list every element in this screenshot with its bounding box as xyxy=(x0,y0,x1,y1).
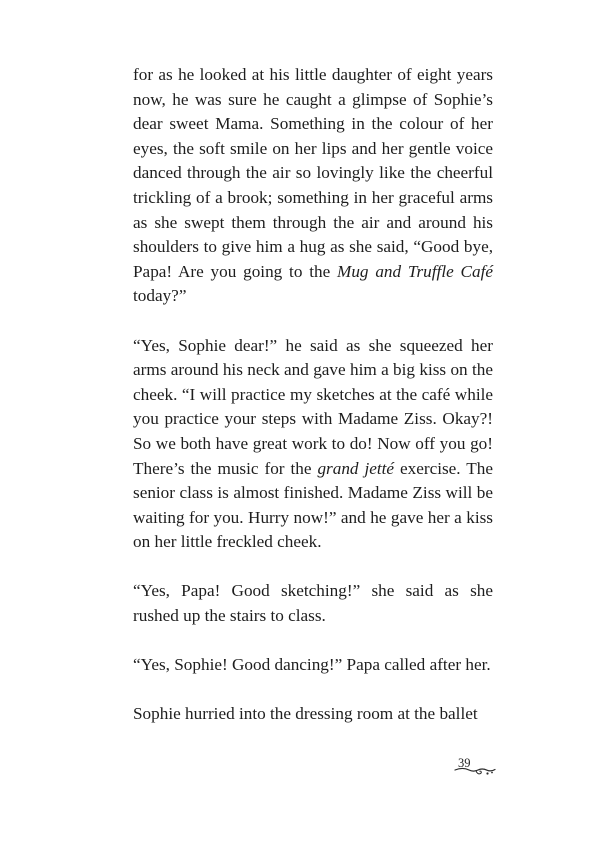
text-run: today?” xyxy=(133,286,187,306)
text-run: “Yes, Papa! Good sketching!” she said as she rushed up the stairs to class. xyxy=(133,581,493,626)
italic-title: Mug and Truffle Café xyxy=(337,261,493,281)
paragraph xyxy=(133,63,493,309)
paragraph xyxy=(133,334,493,555)
text-run: exercise. The senior class is almost finished. Madame Ziss will be waiting for you. Hurry now!” and he gave her a kiss on her little freckled cheek. xyxy=(133,458,493,552)
page-number: 39 xyxy=(458,756,471,770)
text-run: for as he looked at his little daughter of eight years now, he was sure he caught a glimpse of Sophie’s dear sweet Mama. Something in the colour of her eyes, the soft smile on her lips and her gentle voice danced through the air so lovingly like the cheerful trickling of a brook; something in her graceful arms as she swept them through the air and around his shoulders to give him a hug as she said, “Good bye, Papa! Are you going to the xyxy=(133,65,493,281)
paragraph xyxy=(133,653,493,678)
italic-term: grand jetté xyxy=(317,458,395,478)
text-run: “Yes, Sophie! Good dancing!” Papa called after her. xyxy=(133,655,491,675)
text-run: Sophie hurried into the dressing room at the ballet xyxy=(133,704,478,724)
flourish-icon xyxy=(454,766,496,778)
text-run: “Yes, Sophie dear!” he said as she squeezed her arms around his neck and gave him a big kiss on the cheek. “I will practice my sketches at the café while you practice your steps with Madame Ziss. Okay?! So we both have great work to do! Now off you go! There’s the music for the xyxy=(133,335,493,478)
paragraph xyxy=(133,579,493,628)
page-folio xyxy=(454,756,496,782)
paragraph xyxy=(133,702,493,727)
body-text xyxy=(133,63,493,727)
